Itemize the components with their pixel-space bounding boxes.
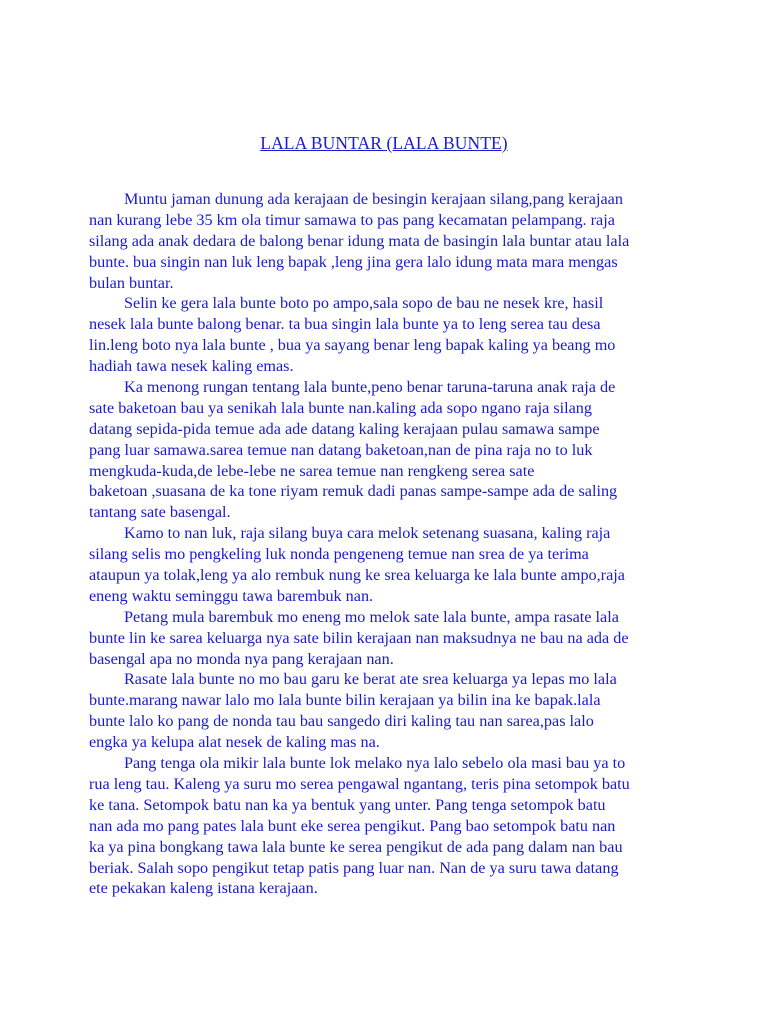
text-line: Rasate lala bunte no mo bau garu ke berat ate srea keluarga ya lepas mo lala [124,670,617,689]
text-line: engka ya kelupa alat nesek de kaling mas na. [89,733,380,752]
text-line: Pang tenga ola mikir lala bunte lok melako nya lalo sebelo ola masi bau ya to [124,754,626,773]
text-line: mengkuda-kuda,de lebe-lebe ne sarea temue nan rengkeng serea sate [89,461,535,480]
text-line: baketoan ,suasana de ka tone riyam remuk dadi panas sampe-sampe ada de saling [89,482,618,501]
text-line: Kamo to nan luk, raja silang buya cara melok setenang suasana, kaling raja [124,524,611,543]
text-line: pang luar samawa.sarea temue nan datang baketoan,nan de pina raja no to luk [89,440,593,459]
text-line: hadiah tawa nesek kaling emas. [89,357,294,376]
text-line: silang ada anak dedara de balong benar idung mata de basingin lala buntar atau lala [89,231,630,250]
text-line: nan kurang lebe 35 km ola timur samawa to pas pang kecamatan pelampang. raja [89,210,615,229]
text-line: basengal apa no monda nya pang kerajaan nan. [89,649,394,668]
text-line: bunte lin ke sarea keluarga nya sate bilin kerajaan nan maksudnya ne bau na ada de [89,628,629,647]
text-line: Muntu jaman dunung ada kerajaan de besingin kerajaan silang,pang kerajaan [124,190,623,208]
document-title: LALA BUNTAR (LALA BUNTE) [260,133,508,153]
text-line: Selin ke gera lala bunte boto po ampo,sala sopo de bau ne nesek kre, hasil [124,294,604,313]
text-line: nesek lala bunte balong benar. ta bua singin lala bunte ya to leng serea tau desa [89,315,601,334]
text-line: lin.leng boto nya lala bunte , bua ya sayang benar leng bapak kaling ya beang mo [89,336,616,355]
text-line: eneng waktu seminggu tawa barembuk nan. [89,586,374,605]
text-line: ka ya pina bongkang tawa lala bunte ke serea pengikut de ada pang dalam nan bau [89,837,623,856]
text-line: sate baketoan bau ya senikah lala bunte nan.kaling ada sopo ngano raja silang [89,398,592,417]
text-line: bulan buntar. [89,273,174,292]
text-line: silang selis mo pengkeling luk nonda pengeneng temue nan srea de ya terima [89,545,589,564]
document-body [89,189,689,899]
text-line: bunte. bua singin nan luk leng bapak ,leng jina gera lalo idung mata mara mengas [89,252,618,271]
text-line: ete pekakan kaleng istana kerajaan. [89,879,318,898]
text-line: ke tana. Setompok batu nan ka ya bentuk yang unter. Pang tenga setompok batu [89,795,606,814]
text-line: beriak. Salah sopo pengikut tetap patis pang luar nan. Nan de ya suru tawa datang [89,858,619,877]
text-line: bunte lalo ko pang de nonda tau bau sangedo diri kaling tau nan sarea,pas lalo [89,712,594,731]
text-line: datang sepida-pida temue ada ade datang kaling kerajaan pulau samawa sampe [89,419,600,438]
text-line: bunte.marang nawar lalo mo lala bunte bilin kerajaan ya bilin ina ke bapak.lala [89,691,601,710]
text-line: ataupun ya tolak,leng ya alo rembuk nung ke srea keluarga ke lala bunte ampo,raja [89,566,625,585]
text-line: Petang mula barembuk mo eneng mo melok sate lala bunte, ampa rasate lala [124,607,619,626]
text-line: tantang sate basengal. [89,503,231,522]
text-line: Ka menong rungan tentang lala bunte,peno benar taruna-taruna anak raja de [124,378,616,397]
text-line: rua leng tau. Kaleng ya suru mo serea pengawal ngantang, teris pina setompok batu [89,774,630,793]
text-line: nan ada mo pang pates lala bunt eke serea pengikut. Pang bao setompok batu nan [89,816,616,835]
